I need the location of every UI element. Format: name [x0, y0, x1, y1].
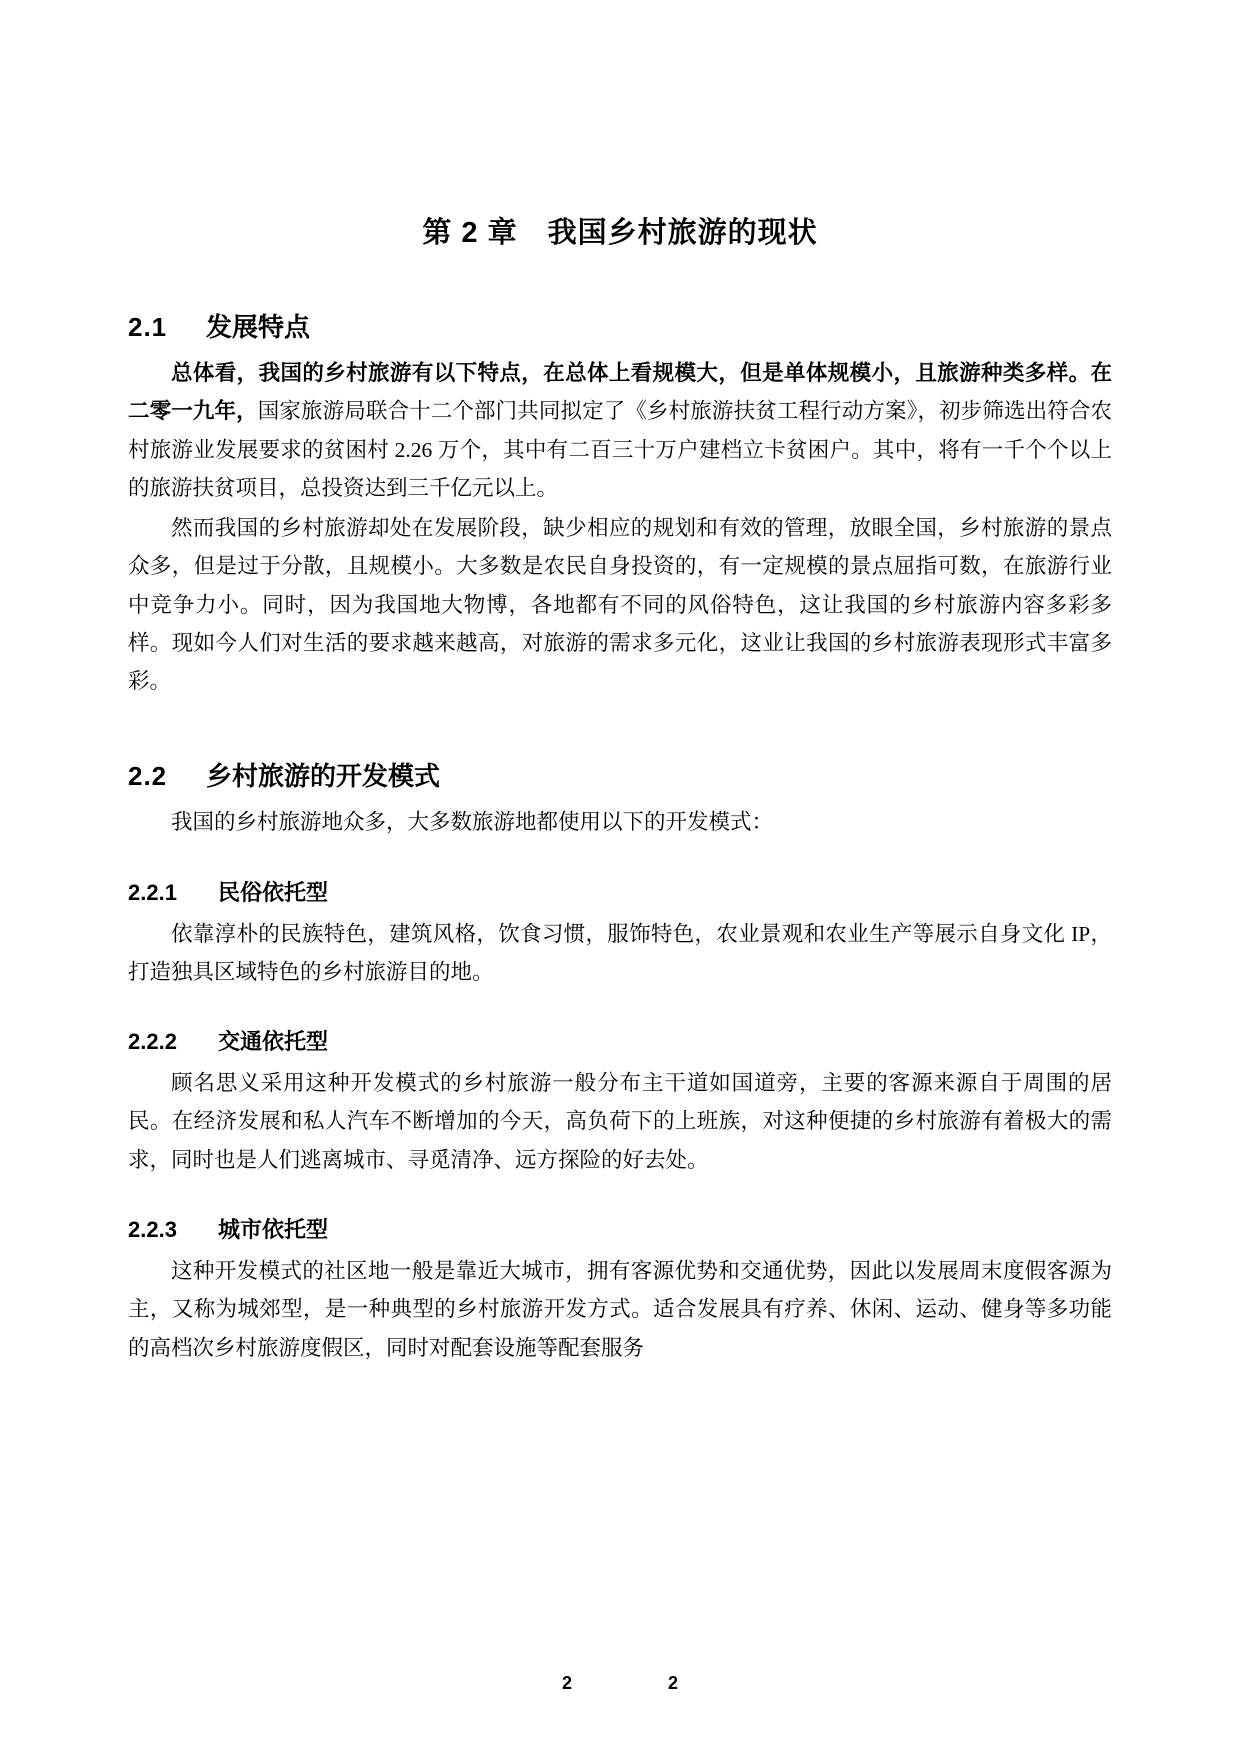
paragraph-2-1-1	[128, 354, 1112, 507]
subsection-index-2-2-1: 2.2.1	[128, 879, 177, 905]
paragraph-2-2-1-body-text: 依靠淳朴的民族特色，建筑风格，饮食习惯，服饰特色，农业景观和农业生产等展示自身文化 IP，打造独具区域特色的乡村旅游目的地。	[128, 921, 1112, 984]
subsection-heading-2-2-2	[128, 1025, 1112, 1056]
subsection-heading-2-2-3	[128, 1213, 1112, 1244]
page-number-right: 2	[668, 1673, 679, 1693]
paragraph-2-2-1	[128, 803, 1112, 841]
paragraph-2-2-3-body-text: 这种开发模式的社区地一般是靠近大城市，拥有客源优势和交通优势，因此以发展周末度假客源为主，又称为城郊型，是一种典型的乡村旅游开发方式。适合发展具有疗养、休闲、运动、健身等多功能的高档次乡村旅游度假区，同时对配套设施等配套服务	[128, 1258, 1112, 1360]
section-heading-2-2	[128, 756, 1112, 793]
paragraph-2-1-1-rest: 国家旅游局联合十二个部门共同拟定了《乡村旅游扶贫工程行动方案》，初步筛选出符合农村旅游业发展要求的贫困村 2.26 万个，其中有二百三十万户建档立卡贫困户。其中，将有一千个个以上的旅游扶贫项目，总投资达到三千亿元以上。	[128, 399, 1112, 500]
paragraph-2-1-1-bold: 总体看，我国的乡村旅游有以下特点，在总体上看规模大，但是单体规模小，且旅游种类多样。在二零一九年，	[128, 361, 1112, 424]
section-index-2-2: 2.2	[128, 761, 168, 792]
paragraph-2-2-3-body	[128, 1252, 1112, 1367]
paragraph-2-1-2	[128, 509, 1112, 700]
paragraph-2-2-2-body-text: 顾名思义采用这种开发模式的乡村旅游一般分布主干道如国道旁，主要的客源来源自于周围的居民。在经济发展和私人汽车不断增加的今天，高负荷下的上班族，对这种便捷的乡村旅游有着极大的需求，同时也是人们逃离城市、寻觅清净、远方探险的好去处。	[128, 1071, 1112, 1172]
subsection-heading-2-2-1	[128, 876, 1112, 907]
section-heading-2-1	[128, 307, 1112, 344]
subsection-index-2-2-3: 2.2.3	[128, 1216, 177, 1242]
subsection-title-2-2-2: 交通依托型	[218, 1029, 329, 1055]
section-index-2-1: 2.1	[128, 312, 168, 342]
chapter-title: 第 2 章 我国乡村旅游的现状	[422, 217, 818, 249]
paragraph-2-2-2-body	[128, 1064, 1112, 1179]
paragraph-2-2-1-body	[128, 915, 1112, 992]
subsection-title-2-2-1: 民俗依托型	[218, 879, 329, 905]
subsection-title-2-2-3: 城市依托型	[218, 1216, 329, 1242]
paragraph-2-1-2-text: 然而我国的乡村旅游却处在发展阶段，缺少相应的规划和有效的管理，放眼全国，乡村旅游的景点众多，但是过于分散，且规模小。大多数是农民自身投资的，有一定规模的景点屈指可数，在旅游行业中竞争力小。同时，因为我国地大物博，各地都有不同的风俗特色，这让我国的乡村旅游内容多彩多样。现如今人们对生活的要求越来越高，对旅游的需求多元化，这业让我国的乡村旅游表现形式丰富多彩。	[128, 516, 1112, 694]
subsection-index-2-2-2: 2.2.2	[128, 1029, 177, 1055]
paragraph-2-2-1-text: 我国的乡村旅游地众多，大多数旅游地都使用以下的开发模式：	[171, 810, 774, 835]
section-title-2-1: 发展特点	[206, 312, 311, 342]
page-number-left: 2	[561, 1673, 572, 1693]
section-title-2-2: 乡村旅游的开发模式	[206, 761, 441, 792]
page-footer	[0, 1673, 1240, 1694]
